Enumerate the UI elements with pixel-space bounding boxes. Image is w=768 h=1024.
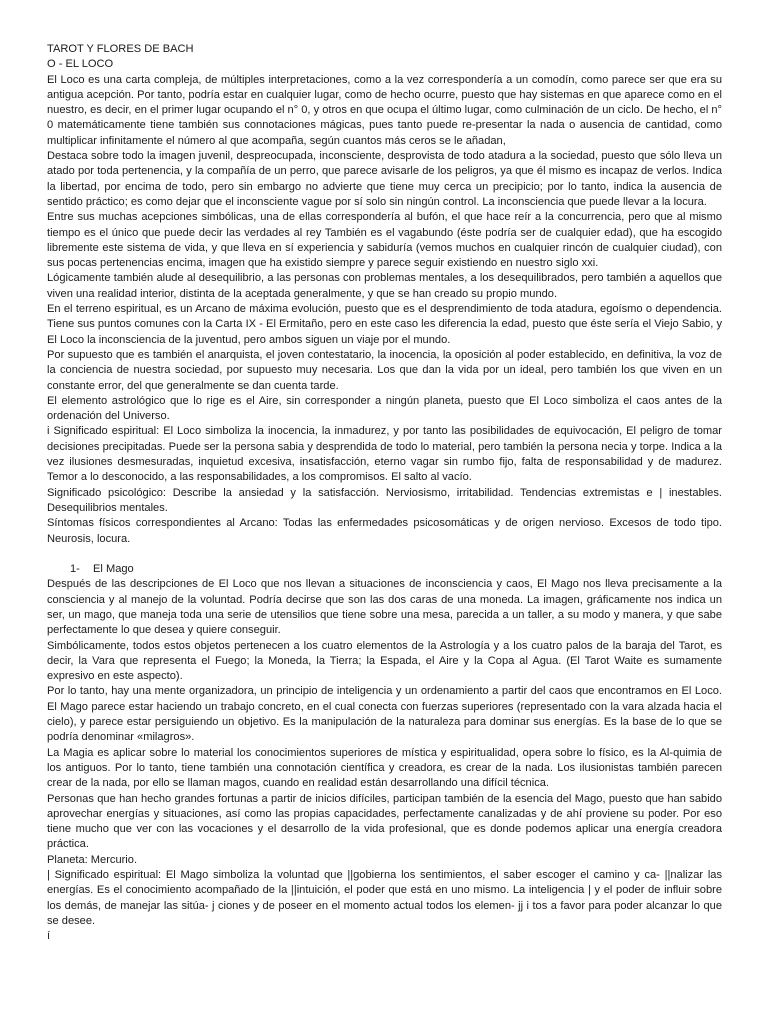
paragraph: La Magia es aplicar sobre lo material los conocimientos superiores de mística y espiritualidad, opera sobre lo físico, es la Al-quimia de los antiguos. Por lo tanto, tiene también una connotación científica y creadora, es crear de la nada. Los ilusionistas también parecen crear de la nada, por ello se llaman magos, cuando en realidad están desarrollando una difícil técnica. xyxy=(47,746,722,790)
paragraph: Simbólicamente, todos estos objetos pertenecen a los cuatro elementos de la Astrología y a los cuatro palos de la baraja del Tarot, es decir, la Vara que representa el Fuego; la Moneda, la Tierra; la Espada, el Aire y la Copa al Agua. (El Tarot Waite es sumamente expresivo en este aspecto). xyxy=(47,639,722,683)
section-heading-el-loco: O - EL LOCO xyxy=(47,58,114,71)
paragraph: í xyxy=(47,930,51,943)
paragraph: Después de las descripciones de El Loco que nos llevan a situaciones de inconsciencia y caos, El Mago nos lleva precisamente a la consciencia y al manejo de la voluntad. Podría decirse que son las dos caras de una moneda. La imagen, gráficamente nos indica un ser, un mago, que maneja toda una serie de utensilios que tiene sobre una mesa, parecida a un taller, a su modo y manera, y que sabe perfectamente lo que desea y quiere conseguir. xyxy=(47,578,722,637)
document-title: TAROT Y FLORES DE BACH xyxy=(47,43,194,55)
paragraph: Por lo tanto, hay una mente organizadora, un principio de inteligencia y un ordenamiento a partir del caos que encontramos en El Loco. El Mago parece estar haciendo un trabajo concreto, en el cual conecta con fuerzas superiores (representado con la vara alzada hacia el cielo), y parece estar persiguiendo un objetivo. Es la manipulación de la naturaleza para dominar sus energías. Es la base de lo que se podría denominar «milagros». xyxy=(47,685,722,744)
paragraph: Entre sus muchas acepciones simbólicas, una de ellas correspondería al bufón, el que hace reír a la concurrencia, pero que al mismo tiempo es el único que puede decir las verdades al rey También es el vagabundo (éste podría ser de cualquier edad), que ha escogido libremente este sistema de vida, y que lleva en sí experiencia y sabiduría (vemos muchos en cualquier rincón de cualquier ciudad), con sus pocas pertenencias encima, imagen que ha existido siempre y parece seguir existiendo en nuestro siglo xxi. xyxy=(47,211,722,270)
paragraph: Por supuesto que es también el anarquista, el joven contestatario, la inocencia, la oposición al poder establecido, en definitiva, la voz de la conciencia de nuestra sociedad, por supuesto muy necesaria. Los que dan la vida por un ideal, pero también los que viven en un constante error, del que generalmente se dan cuenta tarde. xyxy=(47,348,722,392)
section-number: 1- xyxy=(70,563,80,576)
section-heading-el-mago xyxy=(47,562,722,577)
section-body-el-mago xyxy=(47,577,722,944)
paragraph: Planeta: Mercurio. xyxy=(47,853,138,866)
paragraph: Significado psicológico: Describe la ansiedad y la satisfacción. Nerviosismo, irritabilidad. Tendencias extremistas e | inestables. Desequilibrios mentales. xyxy=(47,486,722,514)
paragraph: El Loco es una carta compleja, de múltiples interpretaciones, como a la vez correspondería a un comodín, como parece ser que era su antigua acepción. Por tanto, podría estar en cualquier lugar, como de hecho ocurre, puesto que hay sistemas en que aparece como en el nuestro, es decir, en el primer lugar ocupando el n° 0, y otros en que ocupa el último lugar, como culminación de un ciclo. De hecho, el n° 0 matemáticamente tiene también sus connotaciones mágicas, pues tanto puede re-presentar la nada o ausencia de cantidad, como multiplicar infinitamente el número al que acompaña, según cuantos más ceros se le añadan, xyxy=(47,73,722,147)
document-page xyxy=(47,42,722,945)
paragraph: | Significado espiritual: El Mago simboliza la voluntad que ||gobierna los sentimientos, el saber escoger el camino y ca- ||nalizar las energías. Es el conocimiento acompañado de la ||intuición, el poder que está en uno mismo. La inteligencia | y el poder de influir sobre los demás, de manejar las sitúa- j ciones y de poseer en el momento actual todos los elemen- jj i tos a favor para poder alcanzar lo que se desee. xyxy=(47,869,722,927)
paragraph: Personas que han hecho grandes fortunas a partir de inicios difíciles, participan también de la esencia del Mago, puesto que han sabido aprovechar energías y situaciones, así como las propias capacidades, perfectamente canalizadas y de ahí proviene su poder. Por eso tiene mucho que ver con las vocaciones y el desarrollo de la vida profesional, que es donde podemos aplicar una energía creadora práctica. xyxy=(47,792,722,851)
paragraph: Síntomas físicos correspondientes al Arcano: Todas las enfermedades psicosomáticas y de origen nervioso. Excesos de todo tipo. Neurosis, locura. xyxy=(47,517,722,545)
paragraph: Lógicamente también alude al desequilibrio, a las personas con problemas mentales, a los desequilibrados, pero también a aquellos que viven una realidad interior, distinta de la aceptada generalmente, y que se han creado su propio mundo. xyxy=(47,272,722,300)
section-heading-label: El Mago xyxy=(93,563,134,576)
paragraph: En el terreno espiritual, es un Arcano de máxima evolución, puesto que es el desprendimiento de toda atadura, egoísmo o dependencia. Tiene sus puntos comunes con la Carta IX - El Ermitaño, pero en este caso les diferencia la edad, puesto que éste sería el Viejo Sabio, y El Loco la inconsciencia de la juventud, pero ambos siguen un viaje por el mundo. xyxy=(47,303,722,346)
paragraph: Destaca sobre todo la imagen juvenil, despreocupada, inconsciente, desprovista de todo atadura a la sociedad, puesto que sólo lleva un atado por toda pertenencia, y la compañía de un perro, que parece avisarle de los peligros, ya que él mismo es incapaz de verlos. Indica la libertad, por encima de todo, pero sin embargo no advierte que tiene muy cerca un precipicio; por lo tanto, indica la ausencia de sentido práctico; es como dejar que el inconsciente vague por sí solo sin ningún control. La inconsciencia que puede llevar a la locura. xyxy=(47,150,722,208)
section-body-el-loco xyxy=(47,73,722,547)
paragraph: El elemento astrológico que lo rige es el Aire, sin corresponder a ningún planeta, puesto que El Loco simboliza el caos antes de la ordenación del Universo. xyxy=(47,394,722,423)
paragraph: i Significado espiritual: El Loco simboliza la inocencia, la inmadurez, y por tanto las posibilidades de equivocación, El peligro de tomar decisiones precipitadas. Puede ser la persona sabia y desprendida de todo lo material, pero también la persona necia y torpe. Indica a la vez ilusiones desmesuradas, inquietud excesiva, insatisfacción, eterno vagar sin rumbo fijo, falta de responsabilidad y de madurez. Temor a lo desconocido, a las responsabilidades, a los compromisos. El salto al vacío. xyxy=(47,425,722,484)
